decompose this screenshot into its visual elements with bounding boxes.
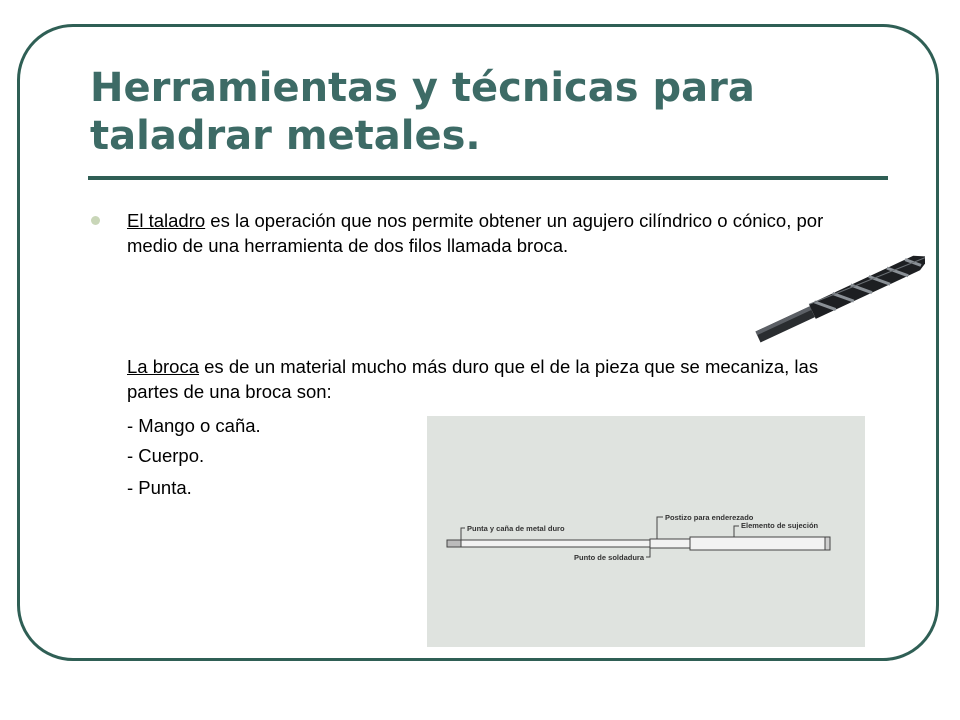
part-item-mango: - Mango o caña. <box>127 415 261 436</box>
holder-end <box>825 537 830 550</box>
carbide-tip-part <box>447 540 461 547</box>
tip-leader <box>461 528 465 540</box>
holder-part <box>690 537 830 550</box>
label-clamp: Elemento de sujeción <box>741 521 819 530</box>
taladro-term: El taladro <box>127 210 206 231</box>
intro-paragraph <box>127 208 827 258</box>
bullet-dot-icon <box>91 216 100 225</box>
label-tip: Punta y caña de metal duro <box>467 524 565 533</box>
tip-shank-part <box>447 540 650 547</box>
drill-diagram-drawing <box>427 416 865 647</box>
broca-text: es de un material mucho más duro que el de la pieza que se mecaniza, las partes de una broca son: <box>127 356 819 402</box>
label-weld: Punto de soldadura <box>573 553 644 562</box>
broca-term: La broca <box>127 356 199 377</box>
broca-paragraph <box>127 354 827 404</box>
part-item-cuerpo: - Cuerpo. <box>127 445 205 466</box>
straight-leader <box>657 517 663 539</box>
title-divider <box>88 176 888 180</box>
drill-bit-icon <box>750 245 925 345</box>
clamp-leader <box>734 526 739 537</box>
page-title: Herramientas y técnicas para taladrar metales. <box>90 65 755 159</box>
intro-text: es la operación que nos permite obtener un agujero cilíndrico o cónico, por medio de una herramienta de dos filos llamada broca. <box>127 210 824 256</box>
drill-diagram <box>427 416 865 647</box>
weld-leader <box>646 548 650 557</box>
straightening-insert-part <box>650 539 690 548</box>
part-item-punta: - Punta. <box>127 477 192 498</box>
label-straight: Postizo para enderezado <box>665 513 754 522</box>
